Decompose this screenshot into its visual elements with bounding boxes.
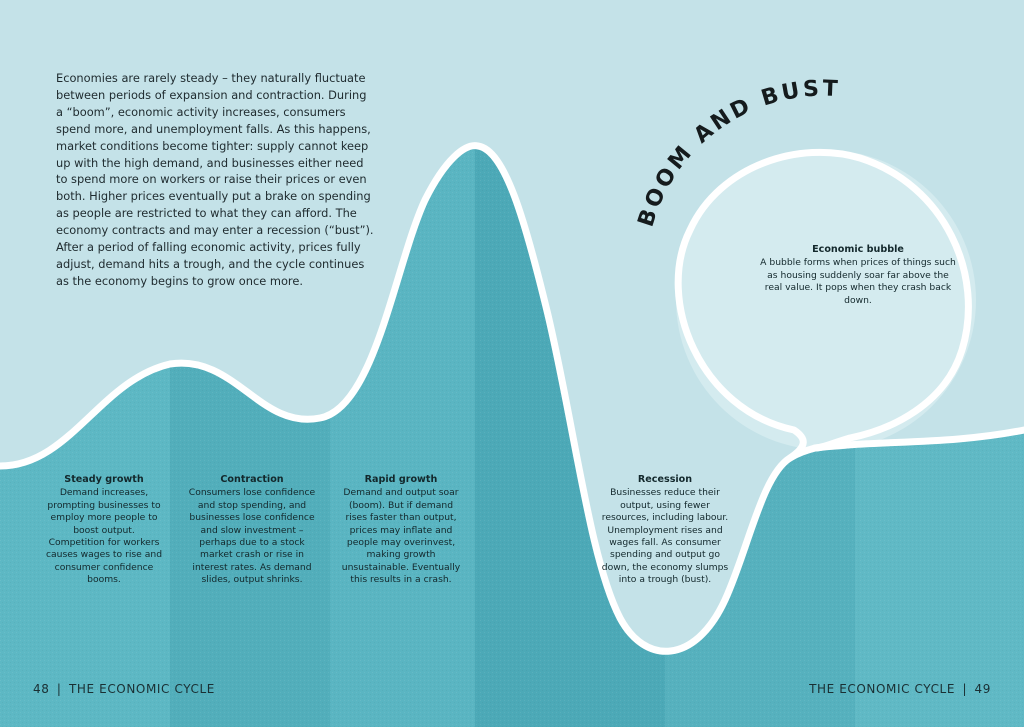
phase-text: Demand increases, prompting businesses to employ more people to boost output. Competition for workers causes wages to rise and consumer confidence booms. xyxy=(45,487,163,586)
phase-text: Consumers lose confidence and stop spending, and businesses lose confidence and slow investment – perhaps due to a stock market crash or rise in interest rates. As demand slides, output shrinks. xyxy=(188,487,316,586)
running-title-right: THE ECONOMIC CYCLE xyxy=(809,682,956,696)
page-number-left: 48 xyxy=(33,682,50,696)
phase-recession xyxy=(598,474,732,587)
bubble-callout xyxy=(760,244,956,307)
page-number-right: 49 xyxy=(974,682,991,696)
footer-separator-right: | xyxy=(962,682,968,696)
phase-steady-growth xyxy=(44,474,164,587)
phase-title: Contraction xyxy=(220,474,284,485)
bubble-title: Economic bubble xyxy=(812,244,904,255)
footer-left xyxy=(33,682,215,696)
bubble-text: A bubble forms when prices of things such as housing suddenly soar far above the real value. It pops when they crash back down. xyxy=(760,257,956,306)
phase-text: Demand and output soar (boom). But if demand rises faster than output, prices may inflate and people may overinvest, making growth unsustainable. Eventually this results in a crash. xyxy=(341,487,461,586)
phase-title: Rapid growth xyxy=(364,474,438,485)
phase-title: Steady growth xyxy=(64,474,144,485)
page-heading: BOOM AND BUST xyxy=(633,76,842,230)
phase-contraction xyxy=(186,474,318,587)
running-title-left: THE ECONOMIC CYCLE xyxy=(68,682,215,696)
phase-rapid-growth xyxy=(338,474,464,587)
phase-text: Businesses reduce their output, using fewer resources, including labour. Unemployment rises and wages fall. As consumer spending and output go down, the economy slumps into a trough (bust). xyxy=(601,487,729,586)
footer-right xyxy=(809,682,991,696)
footer-separator-left: | xyxy=(56,682,62,696)
phase-title: Recession xyxy=(637,474,693,485)
intro-paragraph: Economies are rarely steady – they naturally fluctuate between periods of expansion and contraction. During a “boom”, economic activity increases, consumers spend more, and unemployment falls. As this happens, market conditions become tighter: supply cannot keep up with the high demand, and businesses either need to spend more on workers or raise their prices or even both. Higher prices eventually put a brake on spending as people are restricted to what they can afford. The economy contracts and may enter a recession (“bust”). After a period of falling economic activity, prices fully adjust, demand hits a trough, and the cycle continues as the economy begins to grow once more. xyxy=(56,71,374,288)
